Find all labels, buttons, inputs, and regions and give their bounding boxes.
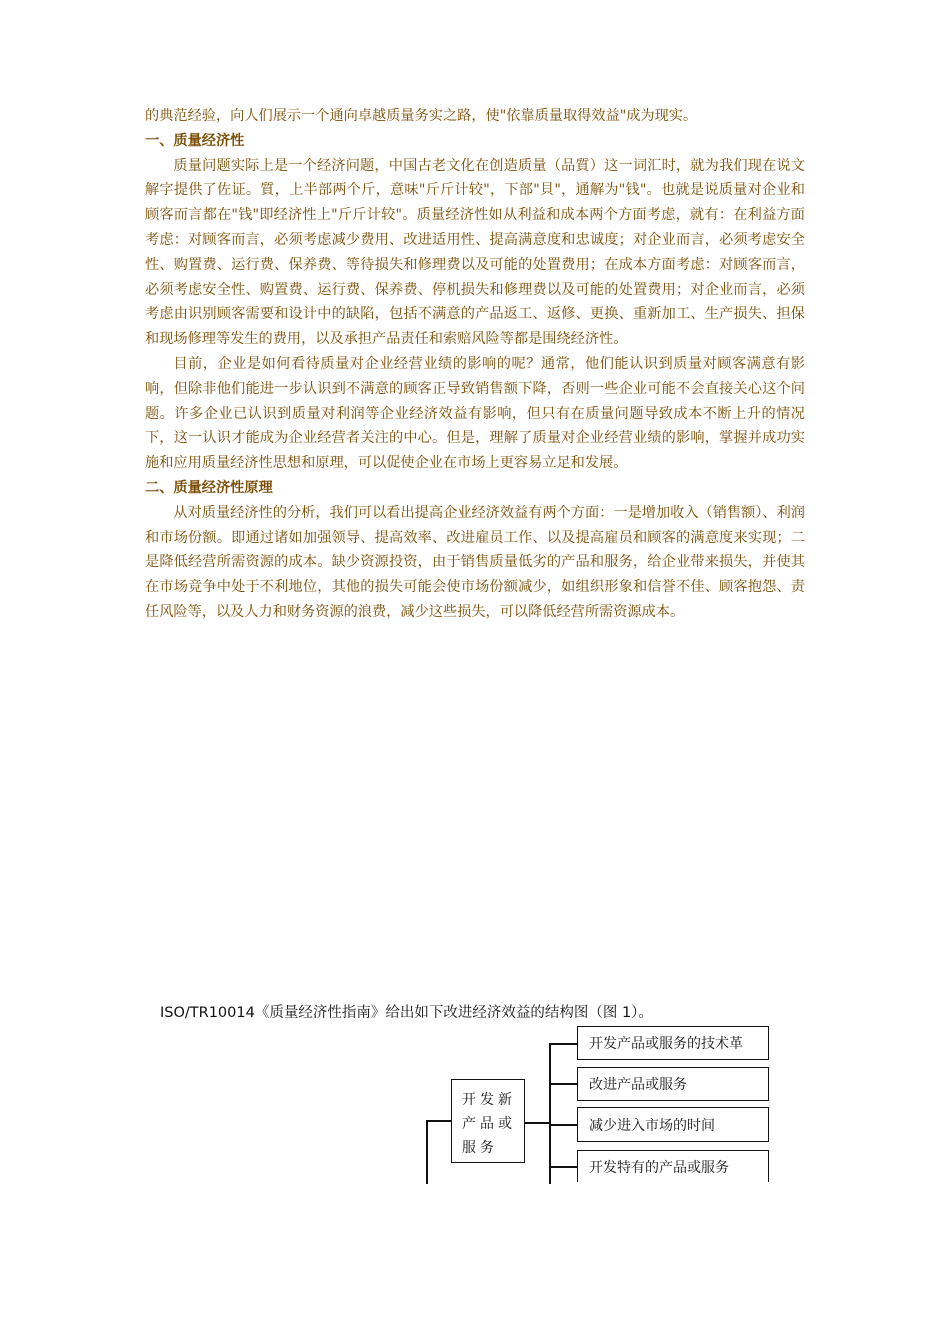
central-node [451, 1079, 525, 1163]
central-node-line-1: 开发新 [462, 1092, 516, 1108]
central-node-line-3: 服务 [462, 1140, 498, 1156]
connector-branch-2 [549, 1083, 577, 1085]
section-heading-2: 二、质量经济性原理 [145, 479, 273, 496]
section-1-paragraph-2: 目前，企业是如何看待质量对企业经营业绩的影响的呢？通常，他们能认识到质量对顾客满意有影响，但除非他们能进一步认识到不满意的顾客正导致销售额下降，否则一些企业可能不会直接关心这个问题。许多企业已认识到质量对利润等企业经济效益有影响，但只有在质量问题导致成本不断上升的情况下，这一认识才能成为企业经营者关注的中心。但是，理解了质量对企业经营业绩的影响，掌握并成功实施和应用质量经济性思想和原理，可以促使企业在市场上更容易立足和发展。 [145, 355, 805, 472]
lead-paragraph: 的典范经验，向人们展示一个通向卓越质量务实之路，使"依靠质量取得效益"成为现实。 [145, 108, 698, 124]
connector-branch-1 [549, 1043, 577, 1045]
connector-branch-4 [549, 1166, 577, 1168]
connector-trunk [549, 1043, 551, 1184]
document-body [145, 104, 805, 625]
connector-branch-3 [549, 1124, 577, 1126]
connector-left-stub [426, 1120, 452, 1122]
central-node-line-2: 产品或 [462, 1116, 516, 1132]
section-2-paragraph-1: 从对质量经济性的分析，我们可以看出提高企业经济效益有两个方面：一是增加收入（销售额）、利润和市场份额。即通过诸如加强领导、提高效率、改进雇员工作、以及提高雇员和顾客的满意度来实现；二是降低经营所需资源的成本。缺少资源投资，由于销售质量低劣的产品和服务，给企业带来损失，并使其在市场竞争中处于不利地位，其他的损失可能会使市场份额减少，如组织形象和信誉不佳、顾客抱怨、责任风险等，以及人力和财务资源的浪费，减少这些损失，可以降低经营所需资源成本。 [145, 504, 805, 620]
figure-caption: ISO/TR10014《质量经济性指南》给出如下改进经济效益的结构图（图 1）。 [160, 1005, 653, 1021]
connector-left-vertical [426, 1120, 428, 1184]
section-heading-1: 一、质量经济性 [145, 132, 245, 149]
branch-node-4: 开发特有的产品或服务 [577, 1150, 769, 1182]
branch-node-3: 减少进入市场的时间 [577, 1107, 769, 1142]
branch-node-1: 开发产品或服务的技术革 [577, 1026, 769, 1060]
section-1-paragraph-1: 质量问题实际上是一个经济问题，中国古老文化在创造质量（品質）这一词汇时，就为我们现在说文解字提供了佐证。質，上半部两个斤，意味"斤斤计较"，下部"貝"，通解为"钱"。也就是说质量对企业和顾客而言都在"钱"即经济性上"斤斤计较"。质量经济性如从利益和成本两个方面考虑，就有：在利益方面考虑：对顾客而言，必须考虑减少费用、改进适用性、提高满意度和忠诚度；对企业而言，必须考虑安全性、购置费、运行费、保养费、等待损失和修理费以及可能的处置费用；在成本方面考虑：对顾客而言，必须考虑安全性、购置费、运行费、保养费、停机损失和修理费以及可能的处置费用；对企业而言，必须考虑由识别顾客需要和设计中的缺陷，包括不满意的产品返工、返修、更换、重新加工、生产损失、担保和现场修理等发生的费用，以及承担产品责任和索赔风险等都是围绕经济性。 [145, 157, 805, 348]
connector-center-out [525, 1122, 550, 1124]
branch-node-2: 改进产品或服务 [577, 1067, 769, 1101]
